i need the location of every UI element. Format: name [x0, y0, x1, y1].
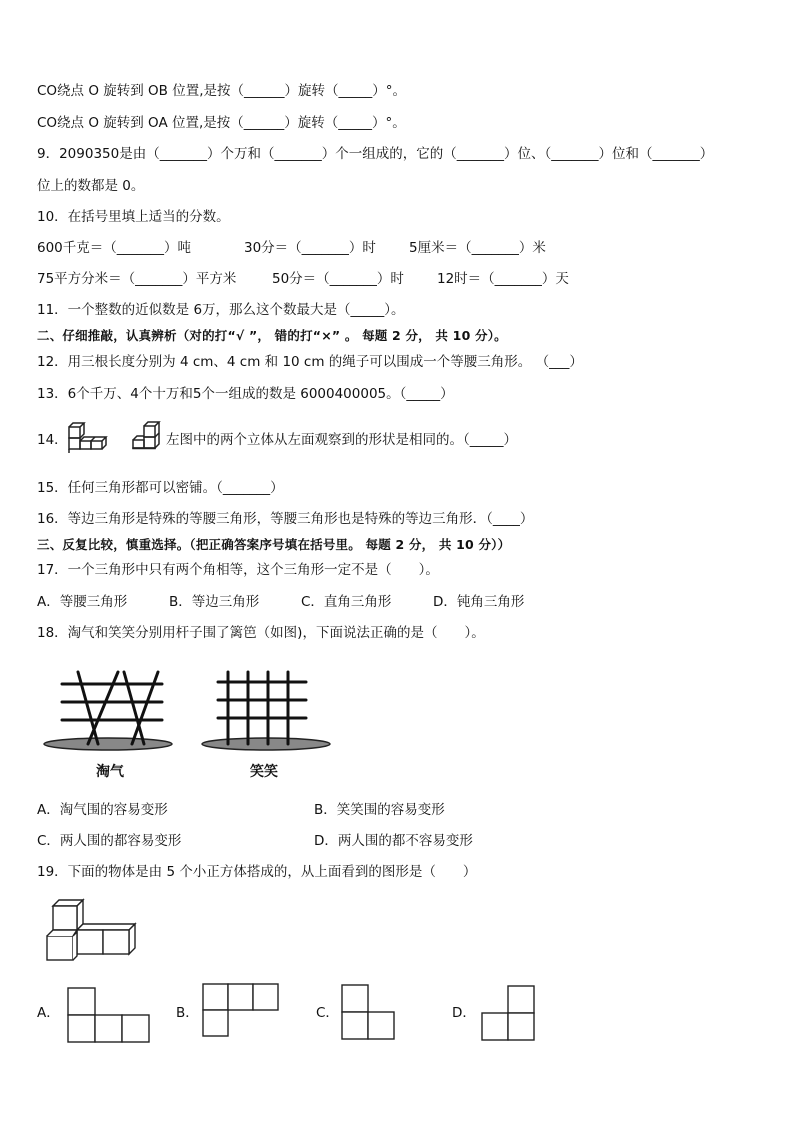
- q17-option-c: C．直角三角形: [301, 594, 392, 610]
- q18: 18．淘气和笑笑分别用杆子围了篱笆（如图)，下面说法正确的是（ ）。: [37, 625, 485, 641]
- q19-option-b-label: B．: [176, 1005, 199, 1021]
- q19-option-a-label: A．: [37, 1005, 60, 1021]
- q18-option-d: D．两人围的都不容易变形: [314, 833, 473, 849]
- q17-option-d: D．钝角三角形: [433, 594, 525, 610]
- q14-solid-left-figure: [67, 421, 111, 457]
- q18-xiaoxiao-fence-figure: [198, 668, 338, 758]
- q14-text: 左图中的两个立体从左面观察到的形状是相同的。（_____）: [166, 432, 517, 448]
- q17-option-b: B．等边三角形: [169, 594, 260, 610]
- q19-option-a-figure: [67, 987, 153, 1043]
- q12: 12．用三根长度分别为 4 cm、4 cm 和 10 cm 的绳子可以围成一个等腰三角形。 （___）: [37, 354, 583, 370]
- section-3-heading: 三、反复比较，慎重选择。（把正确答案序号填在括号里。 每题 2 分， 共 10 分））: [37, 537, 511, 552]
- q10-r2-c: 12时＝（_______）天: [437, 271, 569, 287]
- q10-r2-b: 50分＝（_______）时: [272, 271, 404, 287]
- q17: 17．一个三角形中只有两个角相等，这个三角形一定不是（ ）。: [37, 562, 439, 578]
- q13: 13．6个千万、4个十万和5个一组成的数是 6000400005。（_____）: [37, 386, 454, 402]
- q19-option-b-figure: [202, 983, 282, 1039]
- q14-solid-right-figure: [128, 419, 166, 457]
- q10-title: 10．在括号里填上适当的分数。: [37, 209, 230, 225]
- q19-option-d-label: D．: [452, 1005, 476, 1021]
- q18-option-a: A．淘气围的容易变形: [37, 802, 168, 818]
- q19-cubes-figure: [45, 898, 137, 964]
- q17-option-a: A．等腰三角形: [37, 594, 128, 610]
- q19-option-d-figure: [481, 985, 537, 1043]
- q10-r1-b: 30分＝（_______）时: [244, 240, 376, 256]
- q10-r1-c: 5厘米＝（_______）米: [409, 240, 546, 256]
- q18-caption-taoqi: 淘气: [96, 764, 124, 780]
- q18-caption-xiaoxiao: 笑笑: [250, 764, 278, 780]
- q10-r2-a: 75平方分米＝（_______）平方米: [37, 271, 237, 287]
- q9-line2: 位上的数都是 0。: [37, 178, 145, 194]
- q19-option-c-label: C．: [316, 1005, 339, 1021]
- line-co-oa: CO绕点 O 旋转到 OA 位置,是按（______）旋转（_____）°。: [37, 115, 406, 131]
- q10-r1-a: 600千克＝（_______）吨: [37, 240, 192, 256]
- q9-line1: 9．2090350是由（_______）个万和（_______）个一组成的，它的（_______）位、（_______）位和（_______）: [37, 146, 714, 162]
- q14-number: 14．: [37, 432, 68, 448]
- line-co-ob: CO绕点 O 旋转到 OB 位置,是按（______）旋转（_____）°。: [37, 83, 407, 99]
- q18-option-b: B．笑笑围的容易变形: [314, 802, 445, 818]
- q19: 19．下面的物体是由 5 个小正方体搭成的，从上面看到的图形是（ ）: [37, 864, 477, 880]
- q11: 11．一个整数的近似数是 6万，那么这个数最大是（_____）。: [37, 302, 405, 318]
- q19-option-c-figure: [341, 984, 397, 1042]
- q16: 16．等边三角形是特殊的等腰三角形，等腰三角形也是特殊的等边三角形．（____）: [37, 511, 534, 527]
- q18-option-c: C．两人围的都容易变形: [37, 833, 182, 849]
- section-2-heading: 二、仔细推敲，认真辨析（对的打“√ ”， 错的打“×” 。 每题 2 分， 共 10 分）。: [37, 328, 507, 343]
- q15: 15．任何三角形都可以密铺。（_______）: [37, 480, 284, 496]
- q18-taoqi-fence-figure: [40, 664, 180, 759]
